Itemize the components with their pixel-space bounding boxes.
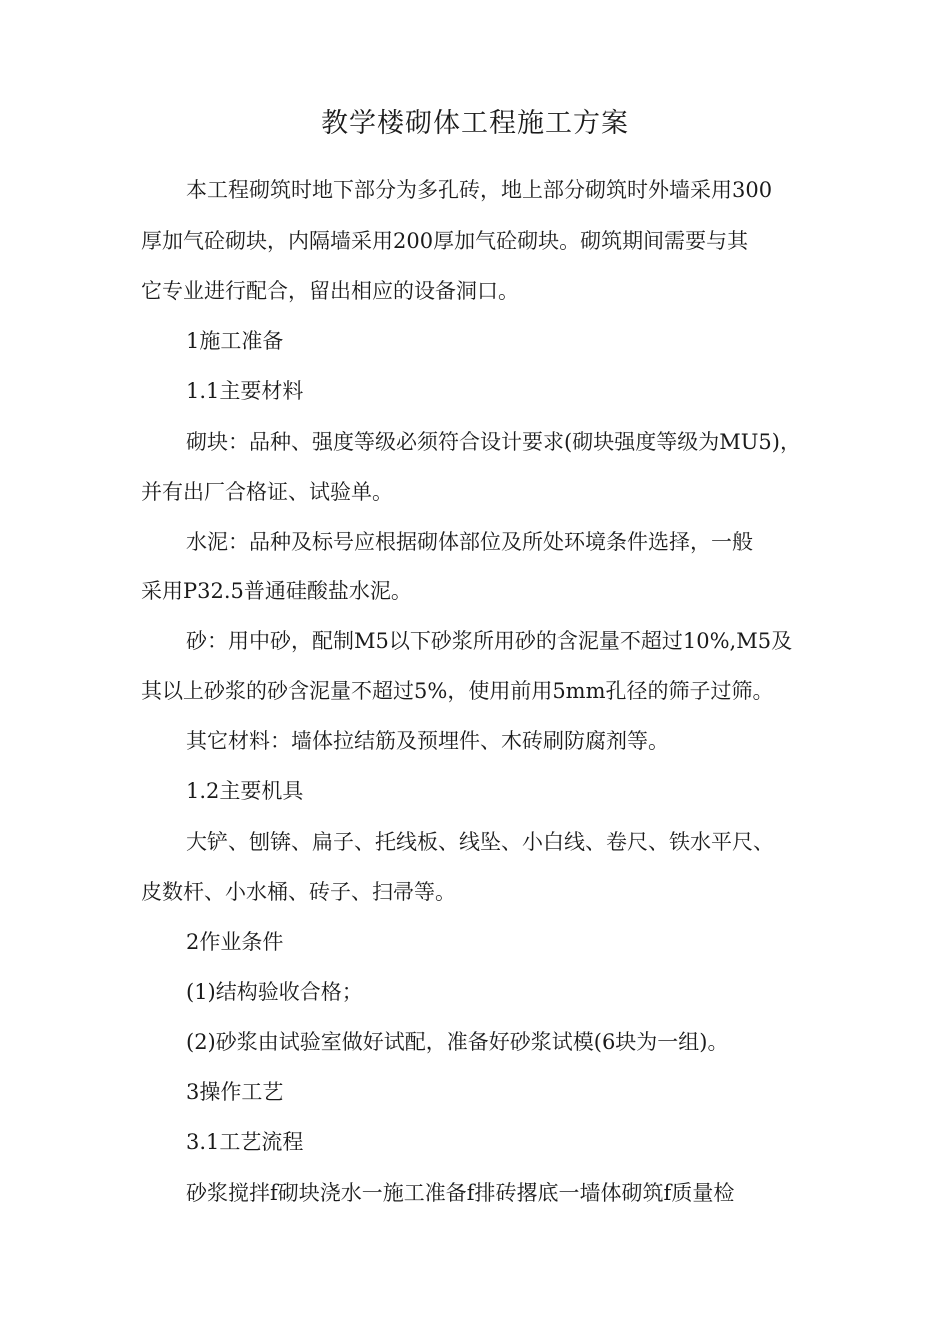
list-item: (1)结构验收合格； xyxy=(186,980,363,1004)
paragraph-line: 其以上砂浆的砂含泥量不超过5%，使用前用5mm孔径的筛子过筛。 xyxy=(141,679,774,703)
section-heading: 2作业条件 xyxy=(186,930,284,954)
subsection-heading: 3.1工艺流程 xyxy=(186,1130,304,1154)
paragraph-line: 其它材料：墙体拉结筋及预埋件、木砖刷防腐剂等。 xyxy=(186,729,669,753)
paragraph-line: 并有出厂合格证、试验单。 xyxy=(141,480,393,504)
section-heading: 3操作工艺 xyxy=(186,1080,284,1104)
paragraph-line: 砌块：品种、强度等级必须符合设计要求(砌块强度等级为MU5)， xyxy=(186,430,801,454)
subsection-heading: 1.2主要机具 xyxy=(186,779,304,803)
paragraph-line: 采用P32.5普通硅酸盐水泥。 xyxy=(141,579,412,603)
paragraph-line: 皮数杆、小水桶、砖子、扫帚等。 xyxy=(141,880,456,904)
paragraph-line: 大铲、刨锛、扁子、托线板、线坠、小白线、卷尺、铁水平尺、 xyxy=(186,830,774,854)
document-title: 教学楼砌体工程施工方案 xyxy=(321,108,629,139)
list-item: (2)砂浆由试验室做好试配，准备好砂浆试模(6块为一组)。 xyxy=(186,1030,729,1054)
paragraph-line: 本工程砌筑时地下部分为多孔砖，地上部分砌筑时外墙采用300 xyxy=(186,178,773,202)
section-heading: 1施工准备 xyxy=(186,329,284,353)
paragraph-line: 水泥：品种及标号应根据砌体部位及所处环境条件选择，一般 xyxy=(186,530,753,554)
subsection-heading: 1.1主要材料 xyxy=(186,379,304,403)
paragraph-line: 它专业进行配合，留出相应的设备洞口。 xyxy=(141,279,519,303)
paragraph-line: 厚加气砼砌块，内隔墙采用200厚加气砼砌块。砌筑期间需要与其 xyxy=(141,229,749,253)
paragraph-line: 砂：用中砂，配制M5以下砂浆所用砂的含泥量不超过10%,M5及 xyxy=(186,629,793,653)
paragraph-line: 砂浆搅拌f砌块浇水一施工准备f排砖撂底一墙体砌筑f质量检 xyxy=(186,1181,735,1205)
